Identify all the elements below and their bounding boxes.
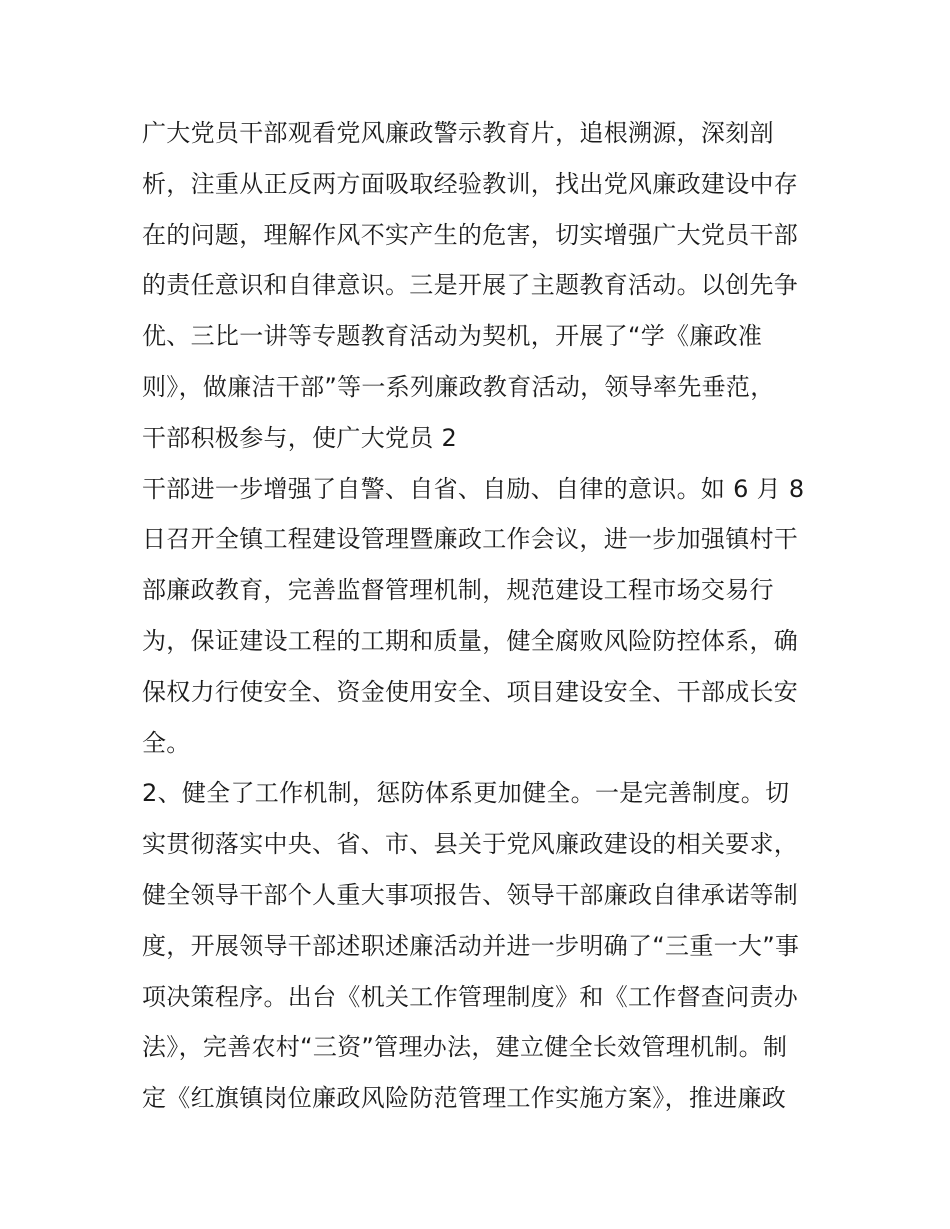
- body-text: [142, 108, 822, 1124]
- text-line: 优、三比一讲等专题教育活动为契机，开展了“学《廉政准: [142, 322, 763, 351]
- text-line: 保权力行使安全、资金使用安全、项目建设安全、干部成长安: [142, 677, 799, 706]
- text-line: 全。: [142, 728, 191, 757]
- text-line: 定《红旗镇岗位廉政风险防范管理工作实施方案》，推进廉政: [142, 1084, 787, 1113]
- text-line: 部廉政教育，完善监督管理机制，规范建设工程市场交易行: [142, 576, 774, 605]
- text-line: 度，开展领导干部述职述廉活动并进一步明确了“三重一大”事: [142, 931, 800, 960]
- text-line: 法》，完善农村“三资”管理办法，建立健全长效管理机制。制: [142, 1033, 788, 1062]
- text-line: 干部积极参与，使广大党员 2: [142, 423, 458, 452]
- text-line: 项决策程序。出台《机关工作管理制度》和《工作督查问责办: [142, 982, 799, 1011]
- text-line: 为，保证建设工程的工期和质量，健全腐败风险防控体系，确: [142, 626, 799, 655]
- text-line: 实贯彻落实中央、省、市、县关于党风廉政建设的相关要求，: [142, 830, 799, 859]
- text-line: 析，注重从正反两方面吸取经验教训，找出党风廉政建设中存: [142, 169, 799, 198]
- text-line: 健全领导干部个人重大事项报告、领导干部廉政自律承诺等制: [142, 880, 799, 909]
- text-line: 2、健全了工作机制，惩防体系更加健全。一是完善制度。切: [142, 779, 790, 808]
- text-line: 则》，做廉洁干部”等一系列廉政教育活动，领导率先垂范，: [142, 372, 775, 401]
- text-line: 广大党员干部观看党风廉政警示教育片，追根溯源，深刻剖: [142, 119, 774, 147]
- text-line: 在的问题，理解作风不实产生的危害，切实增强广大党员干部: [142, 220, 799, 249]
- text-line: 日召开全镇工程建设管理暨廉政工作会议，进一步加强镇村干: [142, 525, 799, 554]
- text-line: 干部进一步增强了自警、自省、自励、自律的意识。如 6 月 8: [142, 474, 805, 503]
- text-line: 的责任意识和自律意识。三是开展了主题教育活动。以创先争: [142, 271, 799, 300]
